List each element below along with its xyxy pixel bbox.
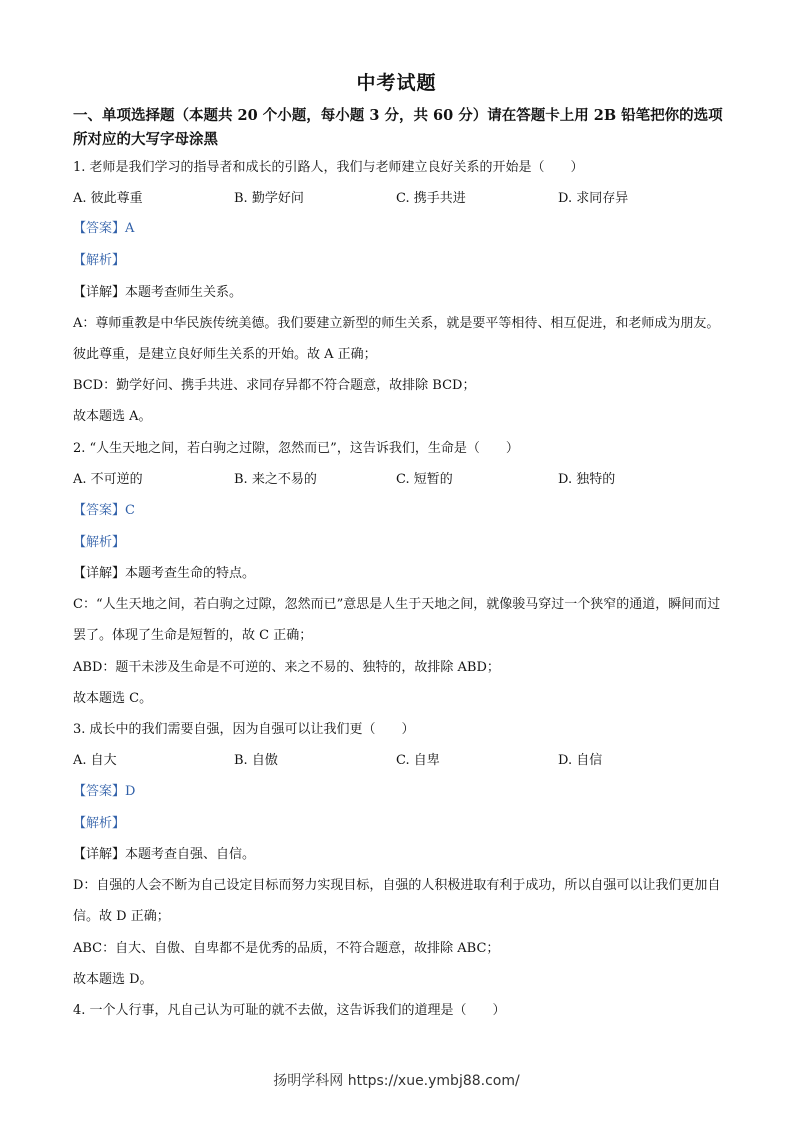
question-2-stem: 2. “人生天地之间，若白驹之过隙，忽然而已”，这告诉我们，生命是（ ） [73,441,519,456]
question-2-option-c: C. 短暂的 [396,472,453,487]
question-2-option-a: A. 不可逆的 [73,472,143,487]
question-1-option-b: B. 勤学好问 [234,191,304,206]
question-1-explain-3: 故本题选 A。 [73,409,152,424]
question-2-option-d: D. 独特的 [558,472,616,487]
question-3-answer: 【答案】D [73,784,136,799]
question-3-option-a: A. 自大 [73,753,117,768]
page-title: 中考试题 [356,72,437,94]
question-3-explain-2: ABC：自大、自傲、自卑都不是优秀的品质，不符合题意，故排除 ABC； [73,941,500,956]
question-2-analysis: 【解析】 [73,535,126,550]
question-3-explain-3: 故本题选 D。 [73,972,153,987]
question-2-explain-1: C：“人生天地之间，若白驹之过隙，忽然而已”意思是人生于天地之间，就像骏马穿过一个狭窄的通道，瞬间而过罢了。体现了生命是短暂的，故 C 正确； [73,597,721,643]
question-2-explain-3: 故本题选 C。 [73,691,153,706]
section-header: 一、单项选择题（本题共 20 个小题，每小题 3 分，共 60 分）请在答题卡上用 2B 铅笔把你的选项所对应的大写字母涂黑 [73,107,723,148]
question-1-stem: 1. 老师是我们学习的指导者和成长的引路人，我们与老师建立良好关系的开始是（ ） [73,160,584,175]
question-1-explain-1: A：尊师重教是中华民族传统美德。我们要建立新型的师生关系，就是要平等相待、相互促进，和老师成为朋友。彼此尊重，是建立良好师生关系的开始。故 A 正确； [73,316,720,362]
question-2-detail: 【详解】本题考查生命的特点。 [73,566,256,581]
question-1-answer: 【答案】A [73,221,135,236]
question-1-detail: 【详解】本题考查师生关系。 [73,285,243,300]
question-3-explain-1: D：自强的人会不断为自己设定目标而努力实现目标，自强的人积极进取有利于成功，所以自强可以让我们更加自信。故 D 正确； [73,878,721,924]
question-1-analysis: 【解析】 [73,253,126,268]
question-1-option-a: A. 彼此尊重 [73,191,143,206]
question-3-stem: 3. 成长中的我们需要自强，因为自强可以让我们更（ ） [73,722,415,737]
question-3-option-c: C. 自卑 [396,753,440,768]
question-3-option-b: B. 自傲 [234,753,278,768]
question-3-analysis: 【解析】 [73,816,126,831]
question-2-answer: 【答案】C [73,503,135,518]
question-1-option-c: C. 携手共进 [396,191,466,206]
question-2-option-b: B. 来之不易的 [234,472,317,487]
page-footer: 扬明学科网 https://xue.ymbj88.com/ [273,1073,520,1089]
question-1-explain-2: BCD：勤学好问、携手共进、求同存异都不符合题意，故排除 BCD； [73,378,476,393]
question-2-explain-2: ABD：题干未涉及生命是不可逆的、来之不易的、独特的，故排除 ABD； [73,660,500,675]
question-3-detail: 【详解】本题考查自强、自信。 [73,847,256,862]
question-3-option-d: D. 自信 [558,753,603,768]
question-1-option-d: D. 求同存异 [558,191,629,206]
question-4-stem: 4. 一个人行事，凡自己认为可耻的就不去做，这告诉我们的道理是（ ） [73,1003,506,1018]
